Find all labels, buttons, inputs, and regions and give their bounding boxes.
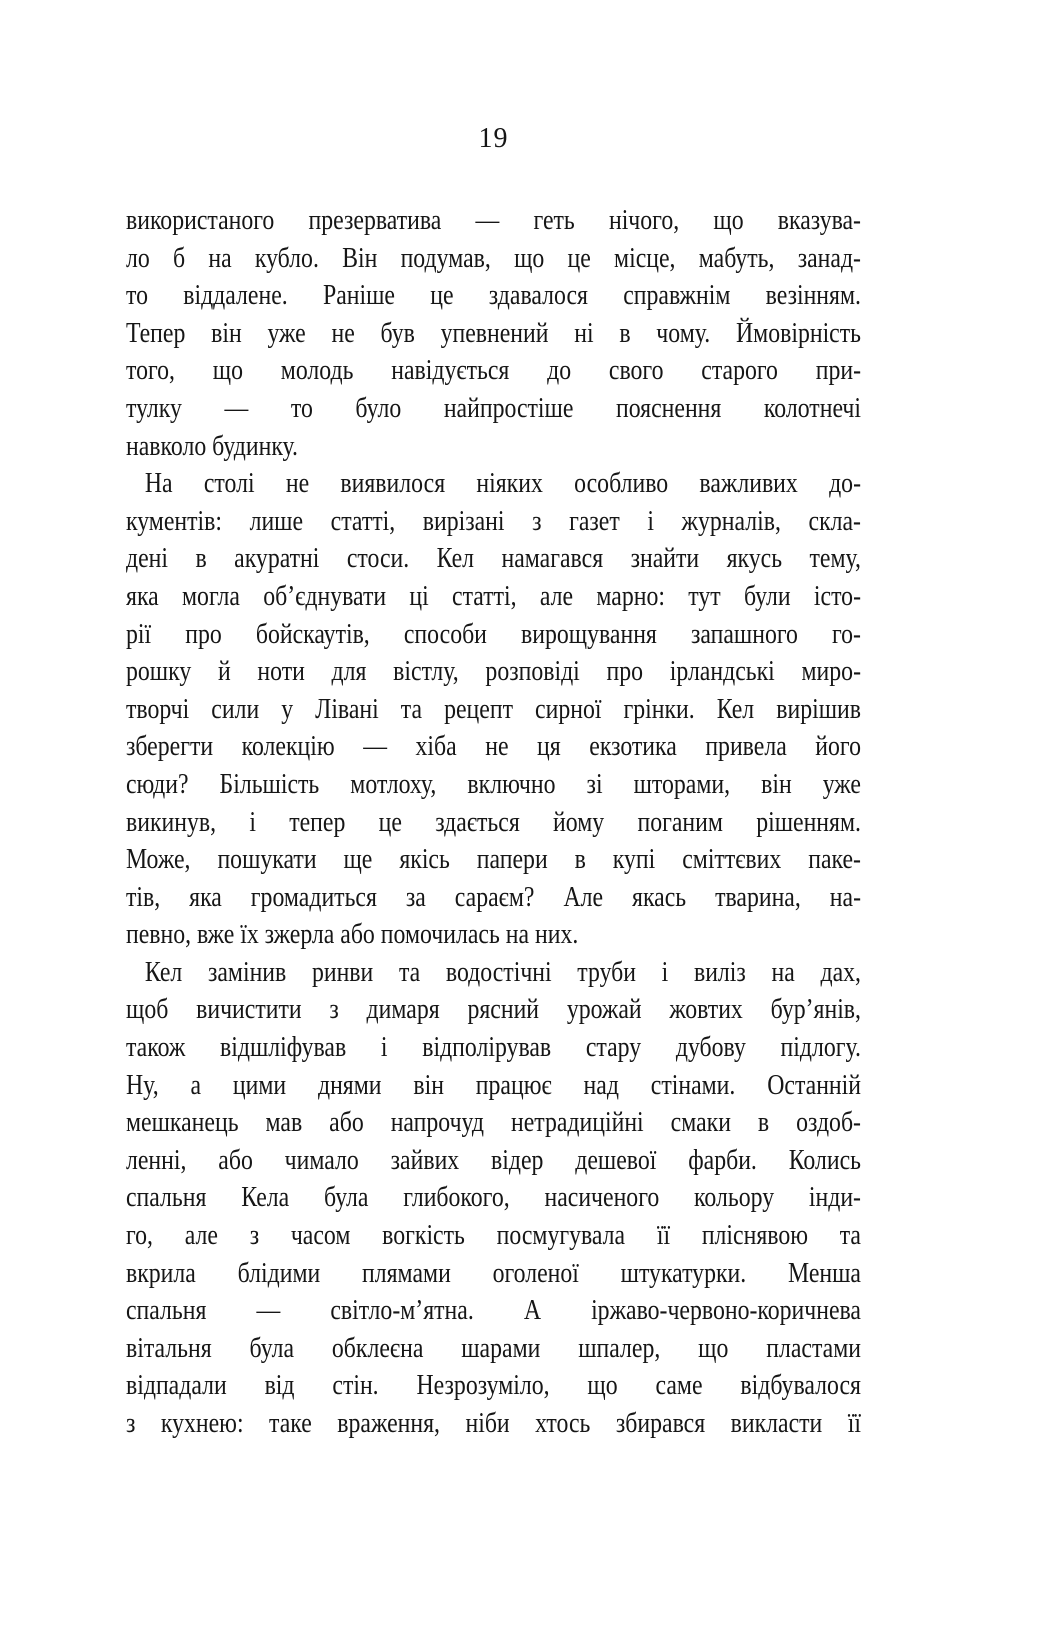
text-line: рії про бойскаутів, способи вирощування запашного го- xyxy=(126,617,861,650)
text-line: дені в акуратні стоси. Кел намагався знайти якусь тему, xyxy=(126,542,861,575)
text-line: кументів: лише статті, вирізані з газет і журналів, скла- xyxy=(126,504,861,537)
text-line: то віддалене. Раніше це здавалося справжнім везінням. xyxy=(126,279,861,312)
paragraph-2 xyxy=(126,465,861,954)
page-number: 19 xyxy=(478,123,509,154)
text-line: тів, яка громадиться за сараєм? Але якась тварина, на- xyxy=(126,880,861,913)
text-line: творчі сили у Лівані та рецепт сирної грінки. Кел вирішив xyxy=(126,692,861,725)
text-line: мешканець мав або напрочуд нетрадиційні смаки в оздоб- xyxy=(126,1106,861,1139)
text-line: ленні, або чимало зайвих відер дешевої фарби. Колись xyxy=(126,1143,861,1176)
text-line: сюди? Більшість мотлоху, включно зі шторами, він уже xyxy=(126,767,861,800)
text-line: Тепер він уже не був упевнений ні в чому. Ймовірність xyxy=(126,316,861,349)
text-line: спальня Кела була глибокого, насиченого кольору інди- xyxy=(126,1181,861,1214)
text-line: Може, пошукати ще якісь папери в купі сміттєвих паке- xyxy=(126,843,861,876)
text-line: тулку — то було найпростіше пояснення колотнечі xyxy=(126,391,861,424)
paragraph-3 xyxy=(126,954,861,1443)
text-line: відпадали від стін. Незрозуміло, що саме відбувалося xyxy=(126,1369,861,1402)
text-line: з кухнею: таке враження, ніби хтось збирався викласти її xyxy=(126,1407,861,1439)
text-line: вітальня була обклеєна шарами шпалер, що пластами xyxy=(126,1331,861,1364)
text-line: яка могла об’єднувати ці статті, але марно: тут були істо- xyxy=(126,579,861,612)
text-line: Кел замінив ринви та водостічні труби і виліз на дах, xyxy=(144,955,861,988)
text-line: го, але з часом вогкість посмугувала її пліснявою та xyxy=(126,1219,861,1252)
text-line: рошку й ноти для вістлу, розповіді про ірландські миро- xyxy=(126,655,861,688)
text-line: того, що молодь навідується до свого старого при- xyxy=(126,354,861,387)
text-line: щоб вичистити з димаря рясний урожай жовтих бур’янів, xyxy=(126,993,861,1026)
page-text xyxy=(126,202,861,1443)
text-line: певно, вже їх зжерла або помочилась на них. xyxy=(126,918,579,951)
paragraph-1 xyxy=(126,202,861,465)
text-line: Ну, а цими днями він працює над стінами. Останній xyxy=(126,1068,861,1101)
text-line: зберегти колекцію — хіба не ця екзотика привела його xyxy=(126,730,861,763)
text-line: На столі не виявилося ніяких особливо важливих до- xyxy=(144,467,861,500)
text-line: також відшліфував і відполірував стару дубову підлогу. xyxy=(126,1031,861,1064)
text-line: викинув, і тепер це здається йому поганим рішенням. xyxy=(126,805,861,838)
text-line: ло б на кубло. Він подумав, що це місце, мабуть, занад- xyxy=(126,241,861,274)
text-line: використаного презерватива — геть нічого, що вказува- xyxy=(126,204,861,236)
text-line: спальня — світло-м’ятна. А іржаво-червоно-коричнева xyxy=(126,1294,861,1327)
text-line: навколо будинку. xyxy=(126,429,299,462)
text-line: вкрила блідими плямами оголеної штукатурки. Менша xyxy=(126,1256,861,1289)
